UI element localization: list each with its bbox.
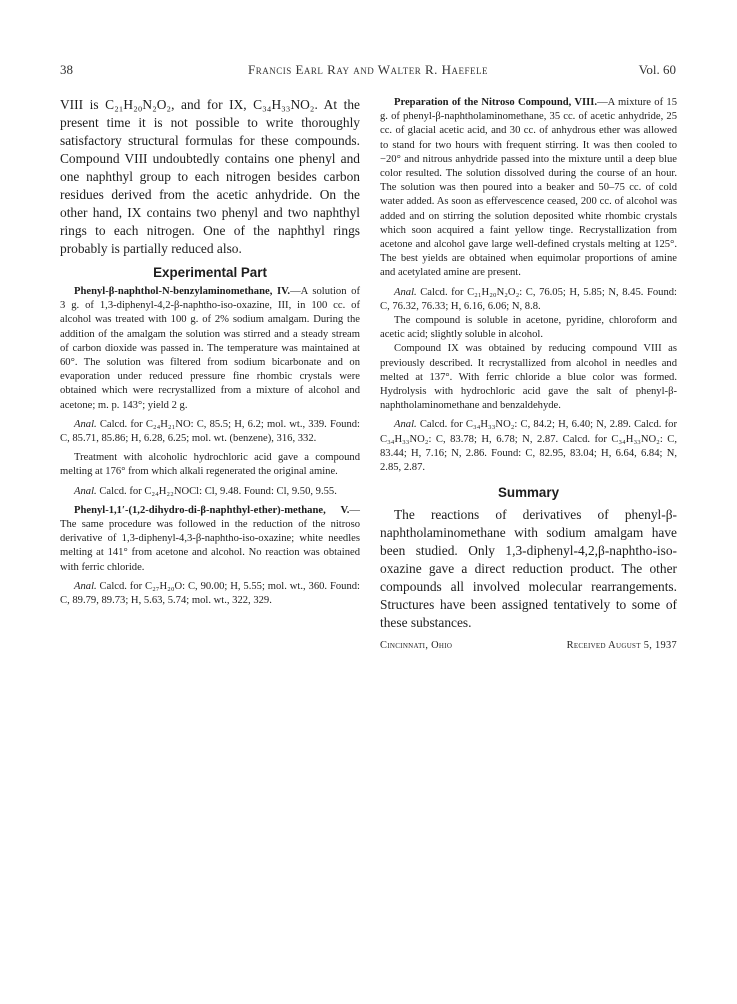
city-label: Cincinnati, Ohio: [380, 640, 453, 652]
analysis-text: Calcd. for C₂₁H₂₀N₂O₂: C, 76.05; H, 5.85; N, 8.45. Found: C, 76.32, 76.33; H, 6.16, 6.06; N, 8.8.: [380, 286, 677, 312]
compound-iv-text: —A solution of 3 g. of 1,3-diphenyl-4,2-β-naphtho-iso-oxazine, III, in 100 cc. of alcohol was treated with 100 g. of 2% sodium amalgam. During the addition of the amalgam the solution was stirred and a steady stream of carbon dioxide was passed in. The temperature was maintained at 60°. The solution was filtered from sodium bicarbonate and on evaporation under reduced pressure fine rhombic crystals were obtained which were recrystallized from a mixture of alcohol and acetone; m. p. 143°; yield 2 g.: [60, 286, 361, 411]
compound-iv-title: Phenyl-β-naphthol-N-benzylaminomethane, IV.: [74, 286, 291, 297]
running-title: Francis Earl Ray and Walter R. Haefele: [247, 62, 489, 77]
experimental-heading: Experimental Part: [153, 265, 267, 280]
compound-v-text: —The same procedure was followed in the reduction of the nitroso derivative of 1,3-diphenyl-4,3-β-naphtho-iso-oxazine; white needles melting at 141° from acetone and alcohol. No reaction was obtained with ferric chloride.: [60, 504, 360, 573]
analysis-text: Calcd. for C₃₄H₃₃NO₂: C, 84.2; H, 6.40; N, 2.89. Calcd. for C₃₄H₃₃NO₂: C, 83.78; H, 6.78; N, 2.87. Calcd. for C₃₄H₃₃NO₂: C, 83.44; H, 7.16; N, 2.86. Found: C, 82.95, 83.04; H, 6.64, 6.84; N, 2.85, 2.87.: [380, 419, 677, 474]
intro-paragraph: VIII is C₂₁H₂₀N₂O₂, and for IX, C₃₄H₃₃NO₂. At the present time it is not possible to write thoroughly satisfactory structural formulas for these compounds. Compound VIII undoubtedly contains one phenyl and one naphthyl group to each nitrogen besides carbon residues derived from the acetic anhydride. On the other hand, IX contains two phenyl and two naphthyl rings to each nitrogen. One of the naphthyl rings probably is partially reduced also.: [60, 97, 360, 256]
paragraph-compound-iv: [60, 285, 360, 413]
compound-v-title: Phenyl-1,1′-(1,2-dihydro-di-β-naphthyl-ether)-methane, V.: [74, 504, 350, 516]
analysis-label: Anal.: [394, 286, 417, 298]
analysis-label: Anal.: [74, 580, 97, 592]
page-number: 38: [60, 62, 73, 77]
analysis-iv: [60, 418, 360, 446]
compound-viii-title: Preparation of the Nitroso Compound, VIII.: [394, 97, 598, 108]
running-header: [60, 62, 676, 80]
received-date: Received August 5, 1937: [566, 640, 677, 652]
analysis-label: Anal.: [394, 419, 417, 431]
analysis-text: Calcd. for C₂₄H₂₁NO: C, 85.5; H, 6.2; mol. wt., 339. Found: C, 85.71, 85.86; H, 6.28, 6.25; mol. wt. (benzene), 316, 332.: [60, 418, 360, 445]
left-column: [60, 96, 360, 608]
paragraph-compound-ix: Compound IX was obtained by reducing compound VIII as previously described. It recrystallized from alcohol in needles and melted at 137°. With ferric chloride a blue color was formed. Hydrolysis with hydrochloric acid gave the salt of phenyl-β-naphtholaminomethane and benzaldehyde.: [380, 343, 677, 412]
paragraph-compound-viii: [380, 96, 677, 281]
analysis-v: [60, 580, 360, 608]
paragraph-compound-v: [60, 504, 360, 575]
analysis-ix: [380, 418, 677, 475]
signature-line: [380, 640, 677, 656]
compound-viii-text: —A mixture of 15 g. of phenyl-β-naphtholaminomethane, 35 cc. of acetic anhydride, 25 cc. of glacial acetic acid, and 30 cc. of anhydrous ether was allowed to stand for two hours with frequent stirring. It was then cooled to −20° and nitrous anhydride passed into the mixture until a deep blue color resulted. The solution dissolved during the course of an hour. The solution was then poured into a beaker and 50–75 cc. of cold water added. As soon as effervescence ceased, 200 cc. of alcohol was added and on stirring the solution deposited white rhombic crystals which soon acquired a faint yellow tinge. Recrystallization from acetone and alcohol gave large well-defined crystals melting at 125°. The best yields are obtained when equimolar proportions of amine and acetylated amine are present.: [380, 97, 677, 279]
analysis-text: Calcd. for C₂₄H₂₂NOCl: Cl, 9.48. Found: Cl, 9.50, 9.55.: [96, 485, 337, 497]
analysis-chloride: [60, 485, 360, 499]
right-column: [380, 96, 677, 656]
paragraph-solubility: The compound is soluble in acetone, pyridine, chloroform and acetic acid; slightly soluble in alcohol.: [380, 315, 677, 341]
volume-label: Vol. 60: [638, 62, 676, 77]
paragraph-hydrochloride: Treatment with alcoholic hydrochloric acid gave a compound melting at 176° from which alkali regenerated the original amine.: [60, 452, 360, 478]
summary-paragraph: The reactions of derivatives of phenyl-β-naphtholaminomethane with sodium amalgam have been studied. Only 1,3-diphenyl-4,2,β-naphtho-iso-oxazine gave a direct reduction product. The other compounds all involved molecular rearrangements. Structures have been assigned tentatively to some of these substances.: [380, 507, 677, 631]
analysis-text: Calcd. for C₂₇H₂₀O: C, 90.00; H, 5.55; mol. wt., 360. Found: C, 89.79, 89.73; H, 5.63, 5.74; mol. wt., 322, 329.: [60, 580, 360, 607]
analysis-viii: [380, 286, 677, 314]
analysis-label: Anal.: [74, 418, 97, 430]
summary-heading: Summary: [497, 485, 560, 501]
analysis-label: Anal.: [74, 485, 97, 497]
